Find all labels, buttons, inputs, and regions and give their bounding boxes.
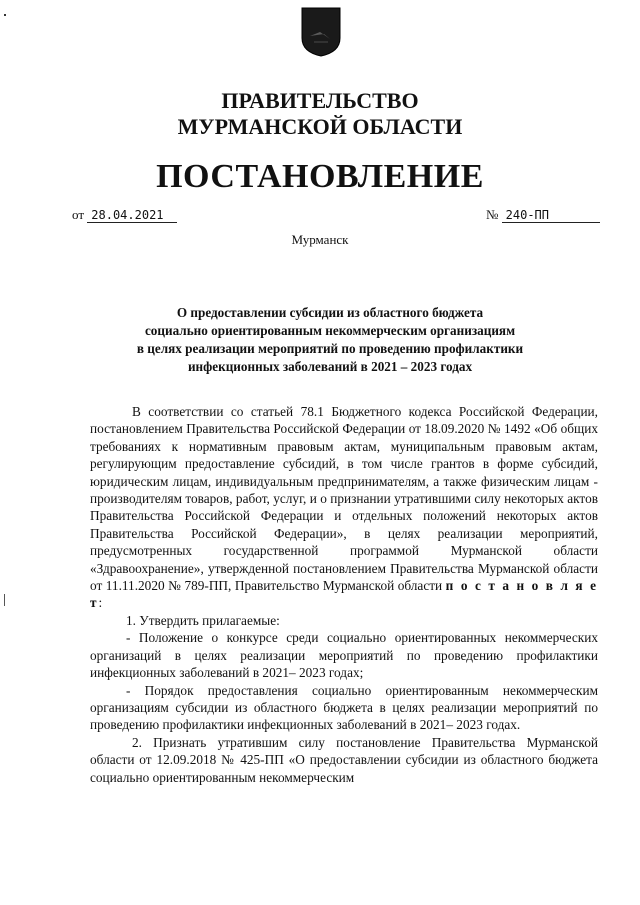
decree-colon: : <box>98 595 103 611</box>
intro-paragraph <box>90 403 598 612</box>
margin-mark <box>4 594 5 606</box>
number-value: 240-ПП <box>502 208 600 223</box>
subject-line: в целях реализации мероприятий по проведению профилактики <box>136 341 524 356</box>
item-1-regulation: - Положение о конкурсе среди социально ориентированных некоммерческих организаций в целях реализации мероприятий по проведению профилактики инфекционных заболеваний в 2021– 2023 годах; <box>90 630 598 681</box>
intro-text: В соответствии со статьей 78.1 Бюджетного кодекса Российской Федерации, постановлением Правительства Российской Федерации от 18.09.2020 № 1492 «Об общих требованиях к нормативным правовым актам, муниципальным правовым актам, регулирующим предоставление субсидий, в том числе грантов в форме субсидий, юридическим лицам, индивидуальным предпринимателям, а также физическим лицам - производителям товаров, работ, услуг, и о признании утратившими силу некоторых актов Правительства Российской Федерации и отдельных положений некоторых актов Правительства Российской Федерации», в целях реализации мероприятий, предусмотренных государственной программой Мурманской области «Здравоохранение», утвержденной постановлением Правительства Мурманской области от 11.11.2020 № 789-ПП, Правительство Мурманской области <box>90 404 598 594</box>
item-1-procedure: - Порядок предоставления социально ориентированным некоммерческим организациям субсидии из областного бюджета в целях реализации мероприятий по проведению профилактики инфекционных заболеваний в 2021– 2023 годах. <box>90 682 598 733</box>
document-city: Мурманск <box>291 232 349 247</box>
document-date <box>72 207 177 223</box>
subject-line: О предоставлении субсидии из областного бюджета <box>176 305 484 320</box>
document-type: ПОСТАНОВЛЕНИЕ <box>156 158 484 195</box>
subject-line: инфекционных заболеваний в 2021 – 2023 годах <box>187 359 473 374</box>
subject-line: социально ориентированным некоммерческим организациям <box>144 323 516 338</box>
scan-speck <box>4 14 6 16</box>
date-value: 28.04.2021 <box>87 208 177 223</box>
document-subject <box>110 304 550 376</box>
decree-word: п о с т а н о в л я е т <box>90 578 599 611</box>
organization-name <box>0 88 640 140</box>
item-1: 1. Утвердить прилагаемые: <box>126 612 280 628</box>
item-2: 2. Признать утратившим силу постановление Правительства Мурманской области от 12.09.2018 № 425-ПП «О предоставлении субсидии из областного бюджета социально ориентированным некоммерческим <box>90 734 598 785</box>
document-number <box>486 207 600 223</box>
document-body <box>90 403 598 786</box>
organization-line-2: МУРМАНСКОЙ ОБЛАСТИ <box>177 114 463 139</box>
number-prefix: № <box>486 207 499 222</box>
date-prefix: от <box>72 207 85 222</box>
coat-of-arms-emblem <box>300 6 342 58</box>
organization-line-1: ПРАВИТЕЛЬСТВО <box>221 88 419 113</box>
